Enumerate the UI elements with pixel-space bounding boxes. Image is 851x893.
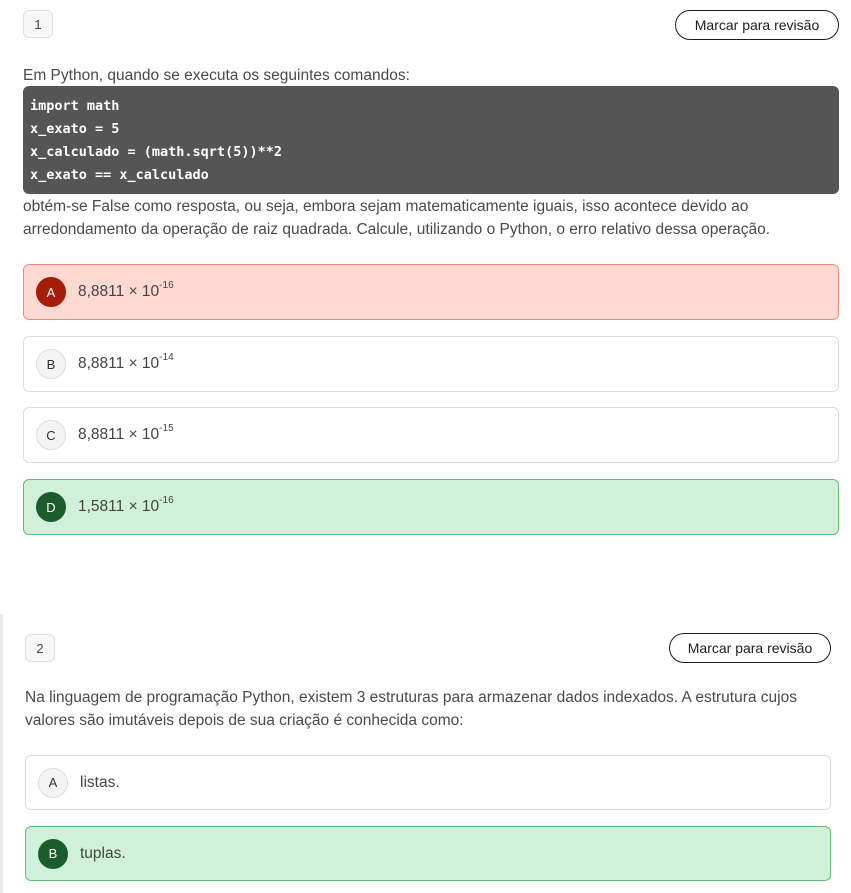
option-mantissa: 8,8811 × 10 [78,283,160,301]
option-letter-badge: B [36,349,66,379]
question-statement: obtém-se False como resposta, ou seja, embora sejam matematicamente iguais, isso acontece devido ao arredondamento da operação de raiz quadrada. Calcule, utilizando o Python, o erro relativo dessa operação. [23,198,771,238]
answer-option-a[interactable] [23,264,839,320]
code-line: x_exato == x_calculado [30,167,209,183]
answer-option-d[interactable] [23,479,839,535]
mark-for-review-button[interactable]: Marcar para revisão [669,633,831,663]
option-text [78,425,174,444]
question-number-label: 2 [36,640,44,656]
answer-option-a[interactable] [25,755,831,810]
code-line: x_calculado = (math.sqrt(5))**2 [30,144,282,160]
question-number [25,634,55,662]
section-divider [0,614,3,893]
option-letter-badge: A [36,277,66,307]
option-letter-badge: A [38,768,68,798]
option-letter-badge: B [38,839,68,869]
option-letter-badge: D [36,492,66,522]
question-number-label: 1 [34,16,42,32]
option-mantissa: 8,8811 × 10 [78,426,160,444]
option-exponent: -14 [159,352,174,364]
question-statement: Na linguagem de programação Python, existem 3 estruturas para armazenar dados indexados. A estrutura cujos valores são imutáveis depois de sua criação é conhecida como: [25,689,797,729]
option-text [78,282,174,301]
answer-option-b[interactable] [25,826,831,881]
question-number [23,10,53,38]
code-block [23,86,839,194]
answer-option-c[interactable] [23,407,839,463]
code-line: import math [30,98,120,114]
option-text [78,354,174,373]
code-line: x_exato = 5 [30,121,120,137]
option-text: listas. [80,773,120,791]
option-mantissa: 1,5811 × 10 [78,498,160,516]
option-exponent: -16 [159,495,174,507]
answer-option-b[interactable] [23,336,839,392]
option-exponent: -16 [159,280,174,292]
question-intro: Em Python, quando se executa os seguintes comandos: [23,67,410,84]
option-text: tuplas. [80,844,126,862]
option-exponent: -15 [159,423,174,435]
mark-for-review-button[interactable]: Marcar para revisão [675,10,839,40]
option-text [78,497,174,516]
option-mantissa: 8,8811 × 10 [78,355,160,373]
option-letter-badge: C [36,420,66,450]
